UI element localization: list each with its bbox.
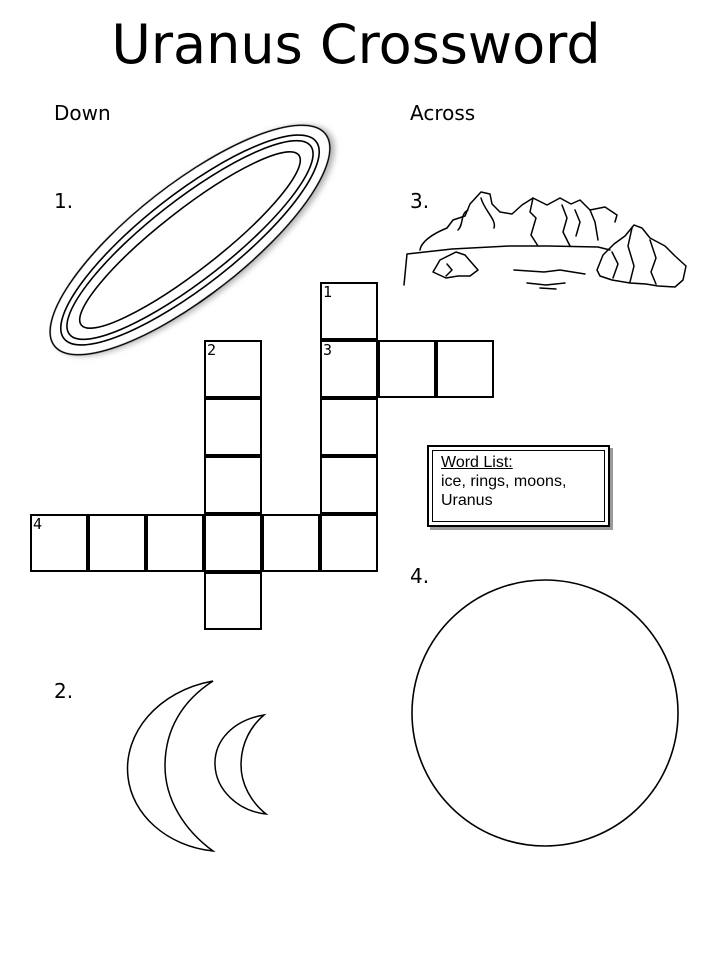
- crossword-cell[interactable]: [204, 340, 262, 398]
- word-list-content: [432, 450, 605, 522]
- crossword-cell[interactable]: [320, 340, 378, 398]
- crossword-cell[interactable]: [88, 514, 146, 572]
- uranus-planet-icon: [412, 580, 678, 846]
- word-list-title: Word List:: [441, 454, 513, 471]
- crossword-cell[interactable]: [204, 572, 262, 630]
- word-list-box: [427, 445, 610, 527]
- clue-number-1: 1.: [54, 189, 74, 213]
- crossword-cell[interactable]: [436, 340, 494, 398]
- clue-number-4: 4.: [410, 564, 430, 588]
- crossword-cell[interactable]: [378, 340, 436, 398]
- cell-number-2: 2: [207, 341, 217, 359]
- clue-number-2: 2.: [54, 679, 74, 703]
- rings-icon: [20, 90, 360, 390]
- moons-icon: [128, 681, 266, 851]
- cell-number-3: 3: [323, 341, 333, 359]
- crossword-cell[interactable]: [320, 514, 378, 572]
- across-heading: Across: [410, 101, 476, 125]
- crossword-cell[interactable]: [320, 398, 378, 456]
- crossword-cell[interactable]: [320, 282, 378, 340]
- clue-number-3: 3.: [410, 189, 430, 213]
- down-heading: Down: [54, 101, 111, 125]
- crossword-cell[interactable]: [262, 514, 320, 572]
- word-list-line: Uranus: [441, 492, 493, 509]
- crossword-cell[interactable]: [30, 514, 88, 572]
- page-title: Uranus Crossword: [111, 13, 601, 76]
- crossword-cell[interactable]: [204, 398, 262, 456]
- crossword-cell[interactable]: [204, 514, 262, 572]
- word-list-line: ice, rings, moons,: [441, 473, 567, 490]
- cell-number-1: 1: [323, 283, 333, 301]
- cell-number-4: 4: [33, 515, 43, 533]
- ice-icon: [404, 192, 686, 289]
- crossword-cell[interactable]: [204, 456, 262, 514]
- crossword-cell[interactable]: [146, 514, 204, 572]
- crossword-cell[interactable]: [320, 456, 378, 514]
